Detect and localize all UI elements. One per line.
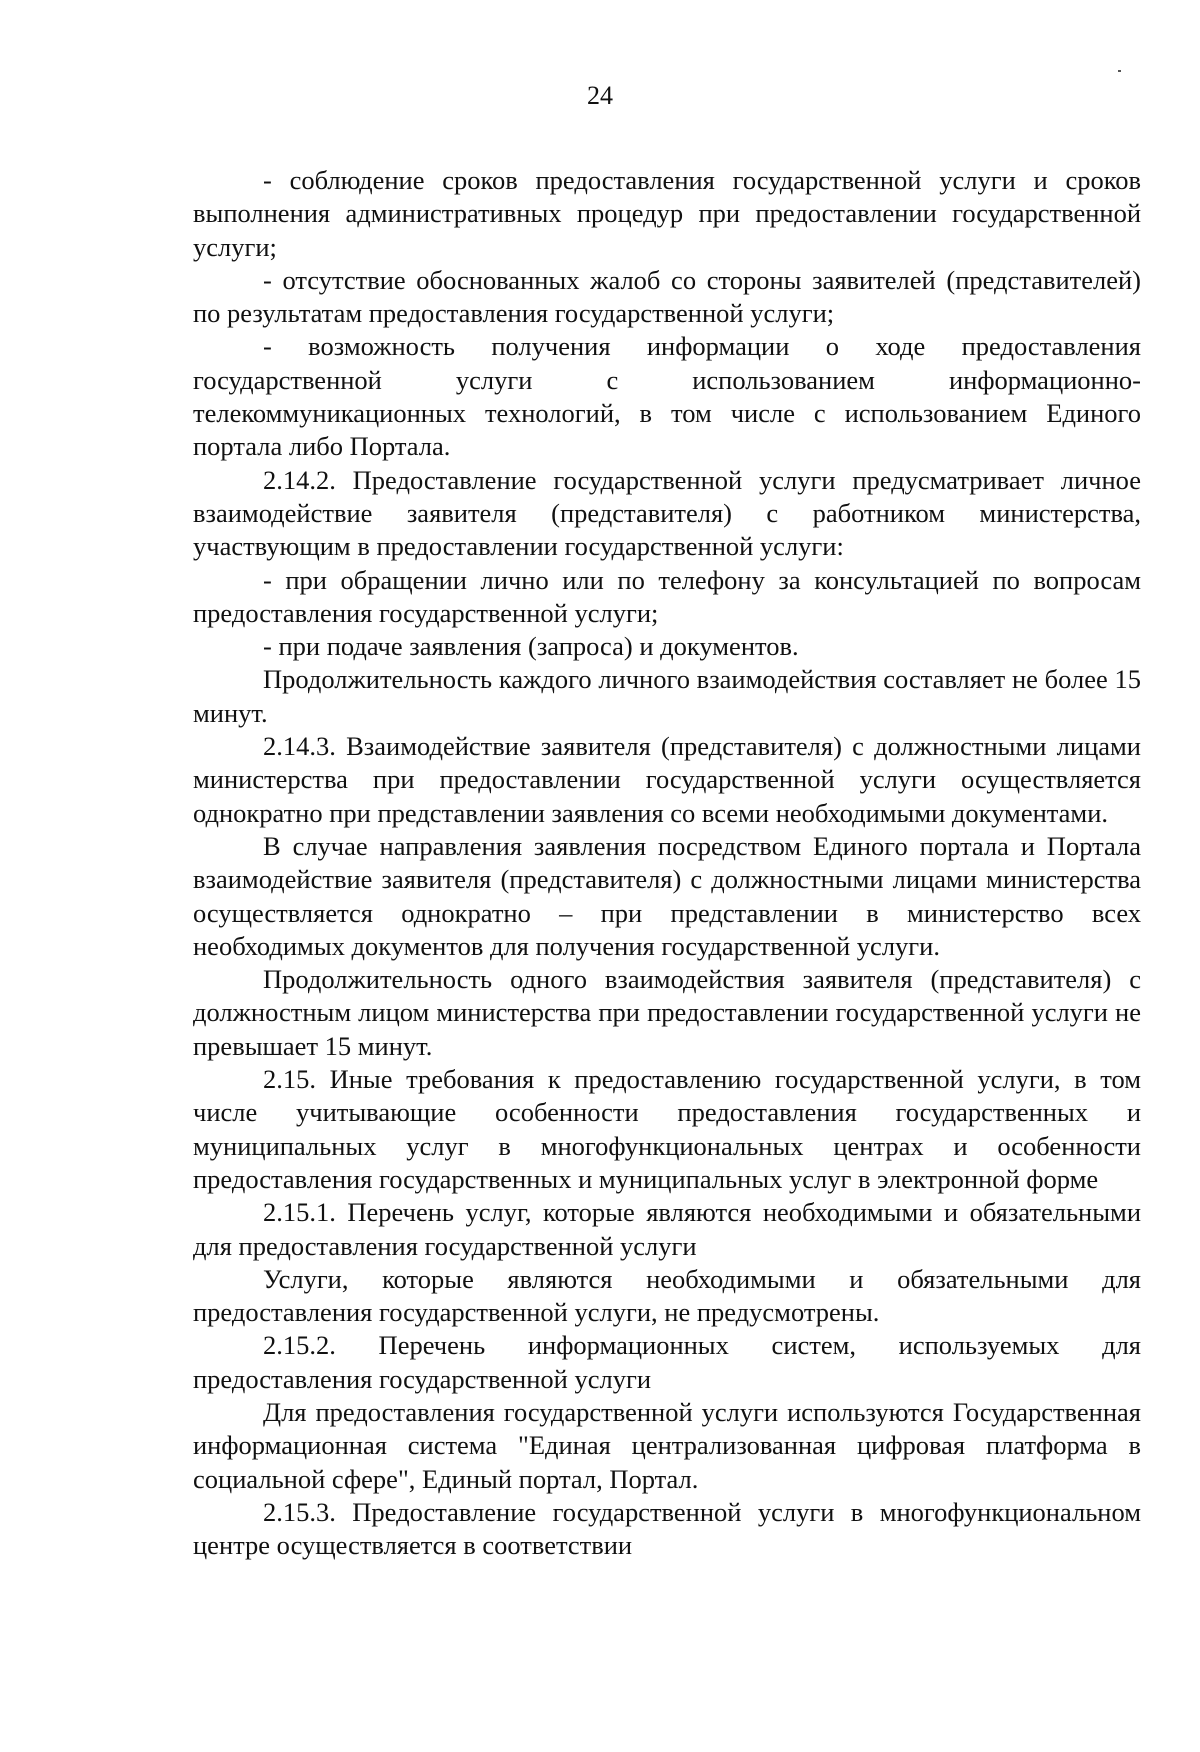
- paragraph-duration-single: Продолжительность одного взаимодействия заявителя (представителя) с должностным лицом министерства при предоставлении государственной услуги не превышает 15 минут.: [193, 964, 1141, 1061]
- paragraph-criteria-deadlines: - соблюдение сроков предоставления государственной услуги и сроков выполнения административных процедур при предоставлении государственной услуги;: [193, 165, 1141, 262]
- paragraph-services-not-provided: Услуги, которые являются необходимыми и обязательными для предоставления государственной услуги, не предусмотрены.: [193, 1263, 1141, 1328]
- paragraph-2-14-3: 2.14.3. Взаимодействие заявителя (представителя) с должностными лицами министерства при предоставлении государственной услуги осуществляется однократно при представлении заявления со всеми необходимыми документами.: [193, 731, 1141, 828]
- paragraph-criteria-information: - возможность получения информации о ходе предоставления государственной услуги с использованием информационно-телекоммуникационных технологий, в том числе с использованием Единого портала либо Портала.: [193, 331, 1141, 462]
- document-body: [193, 164, 1141, 1562]
- paragraph-2-15-2: 2.15.2. Перечень информационных систем, используемых для предоставления государственной услуги: [193, 1330, 1141, 1394]
- scan-speck: [1118, 70, 1121, 72]
- paragraph-2-15-3: 2.15.3. Предоставление государственной услуги в многофункциональном центре осуществляется в соответствии: [193, 1496, 1141, 1561]
- paragraph-duration-personal: Продолжительность каждого личного взаимодействия составляет не более 15 минут.: [193, 664, 1141, 728]
- paragraph-consultation: - при обращении лично или по телефону за консультацией по вопросам предоставления государственной услуги;: [193, 564, 1141, 628]
- paragraph-information-systems: Для предоставления государственной услуги используются Государственная информационная система "Единая централизованная цифровая платформа в социальной сфере", Единый портал, Портал.: [193, 1396, 1141, 1494]
- paragraph-criteria-complaints: - отсутствие обоснованных жалоб со стороны заявителей (представителей) по результатам предоставления государственной услуги;: [193, 264, 1141, 329]
- paragraph-portal-interaction: В случае направления заявления посредством Единого портала и Портала взаимодействие заявителя (представителя) с должностными лицами министерства осуществляется однократно – при представлении в министерство всех необходимых документов для получения государственной услуги.: [193, 830, 1141, 961]
- paragraph-2-15: 2.15. Иные требования к предоставлению государственной услуги, в том числе учитывающие особенности предоставления государственных и муниципальных услуг в многофункциональных центрах и особенности предоставления государственных и муниципальных услуг в электронной форме: [193, 1064, 1141, 1194]
- page-number: 24: [587, 81, 613, 110]
- paragraph-2-14-2: 2.14.2. Предоставление государственной услуги предусматривает личное взаимодействие заявителя (представителя) с работником министерства, участвующим в предоставлении государственной услуги:: [193, 464, 1141, 562]
- paragraph-2-15-1: 2.15.1. Перечень услуг, которые являются необходимыми и обязательными для предоставления государственной услуги: [193, 1197, 1141, 1261]
- paragraph-submission: - при подаче заявления (запроса) и документов.: [263, 631, 799, 662]
